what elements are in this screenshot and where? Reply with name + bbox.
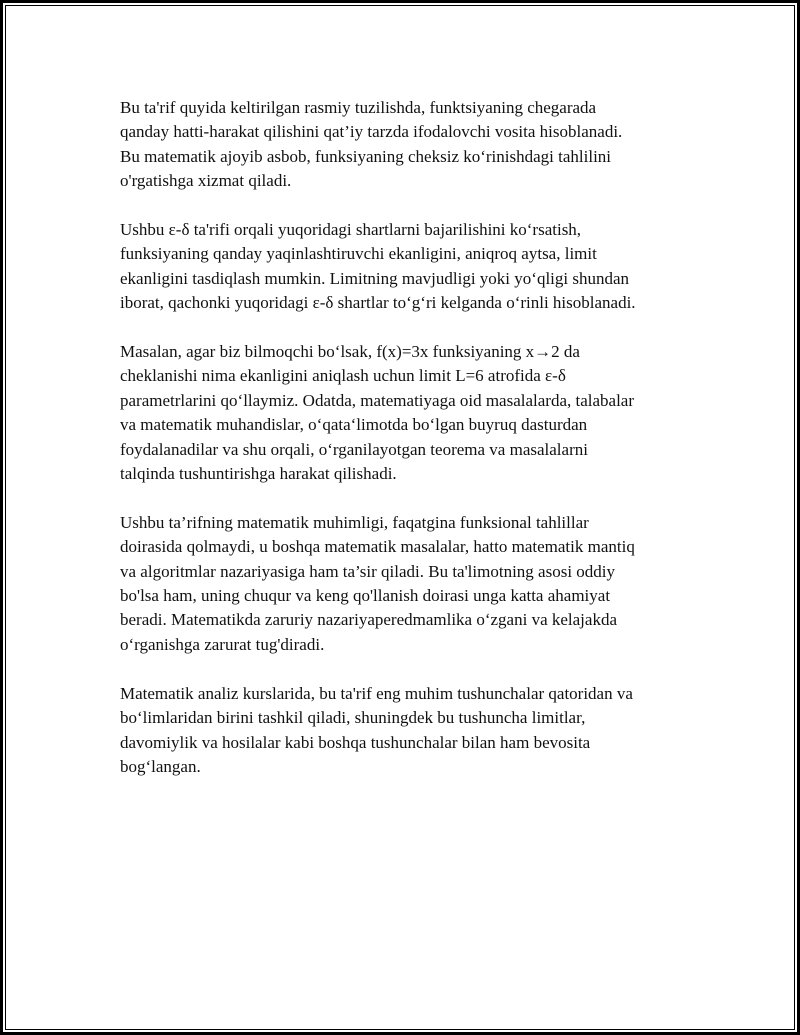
paragraph-line: bo'lsa ham, uning chuqur va keng qo'llanish doirasi unga katta ahamiyat xyxy=(120,586,611,606)
paragraph-line: bogʻlangan. xyxy=(120,756,201,776)
paragraph-line: va matematik muhandislar, oʻqataʻlimotda boʻlgan buyruq dasturdan xyxy=(120,415,588,435)
paragraph-line: Matematik analiz kurslarida, bu ta'rif eng muhim tushunchalar qatoridan va xyxy=(120,683,633,703)
paragraph-4 xyxy=(120,511,690,657)
paragraph-line: parametrlarini qoʻllaymiz. Odatda, matematiyaga oid masalalarda, talabalar xyxy=(120,390,635,410)
paragraph-line: Ushbu ta’rifning matematik muhimligi, faqatgina funksional tahlillar xyxy=(120,512,589,532)
paragraph-2 xyxy=(120,218,690,316)
paragraph-line: Ushbu ε-δ ta'rifi orqali yuqoridagi shartlarni bajarilishini koʻrsatish, xyxy=(120,220,582,240)
paragraph-line: o'rgatishga xizmat qiladi. xyxy=(120,171,292,191)
paragraph-line: foydalanadilar va shu orqali, oʻrganilayotgan teorema va masalalarni xyxy=(120,439,588,459)
document-body xyxy=(120,96,690,804)
paragraph-line: doirasida qolmaydi, u boshqa matematik masalalar, hatto matematik mantiq xyxy=(120,537,635,557)
paragraph-line: funksiyaning qanday yaqinlashtiruvchi ekanligini, aniqroq aytsa, limit xyxy=(120,244,597,264)
paragraph-5 xyxy=(120,682,690,780)
paragraph-line: oʻrganishga zarurat tug'diradi. xyxy=(120,634,325,654)
paragraph-line: talqinda tushuntirishga harakat qilishadi. xyxy=(120,464,397,484)
paragraph-line: ekanligini tasdiqlash mumkin. Limitning mavjudligi yoki yoʻqligi shundan xyxy=(120,268,630,288)
paragraph-line: Bu matematik ajoyib asbob, funksiyaning cheksiz koʻrinishdagi tahlilini xyxy=(120,146,612,166)
paragraph-3 xyxy=(120,340,690,486)
paragraph-line: Bu ta'rif quyida keltirilgan rasmiy tuzilishda, funktsiyaning chegarada xyxy=(120,98,597,117)
paragraph-line: boʻlimlaridan birini tashkil qiladi, shuningdek bu tushuncha limitlar, xyxy=(120,708,586,728)
paragraph-line: qanday hatti-harakat qilishini qat’iy tarzda ifodalovchi vosita hisoblanadi. xyxy=(120,122,623,142)
paragraph-line: beradi. Matematikda zaruriy nazariyaperedmamlika oʻzgani va kelajakda xyxy=(120,610,618,630)
paragraph-1 xyxy=(120,96,690,194)
paragraph-line: Masalan, agar biz bilmoqchi boʻlsak, f(x)=3x funksiyaning x→2 da xyxy=(120,342,580,362)
paragraph-line: va algoritmlar nazariyasiga ham ta’sir qiladi. Bu ta'limotning asosi oddiy xyxy=(120,561,616,581)
paragraph-line: iborat, qachonki yuqoridagi ε-δ shartlar toʻgʻri kelganda oʻrinli hisoblanadi. xyxy=(120,293,636,313)
paragraph-line: cheklanishi nima ekanligini aniqlash uchun limit L=6 atrofida ε-δ xyxy=(120,366,566,386)
paragraph-line: davomiylik va hosilalar kabi boshqa tushunchalar bilan ham bevosita xyxy=(120,732,591,752)
